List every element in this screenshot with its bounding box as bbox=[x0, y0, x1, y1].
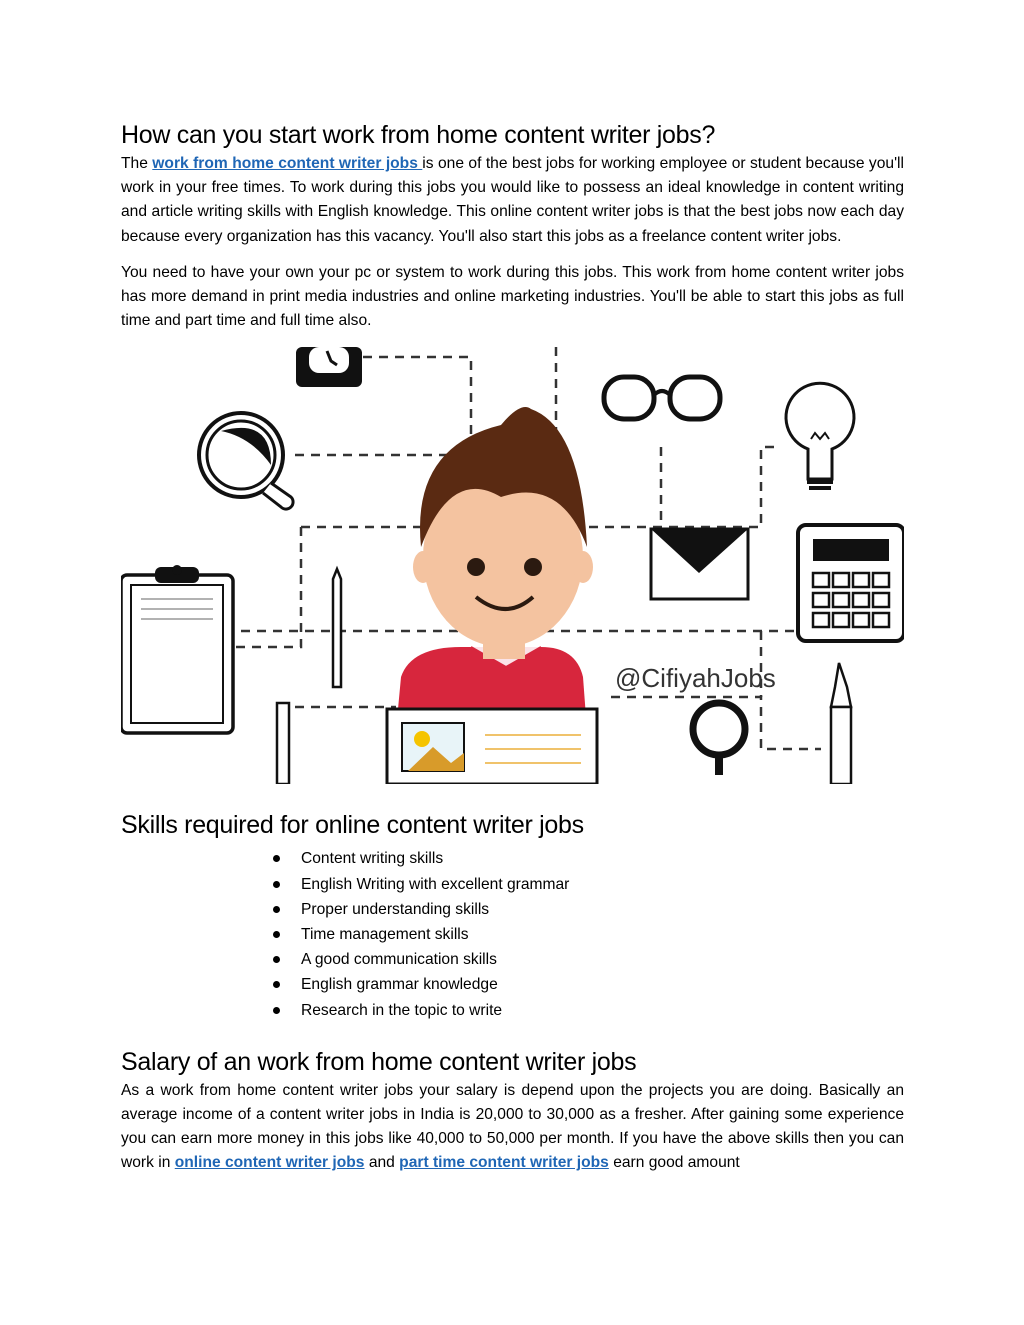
salary-paragraph bbox=[121, 1079, 904, 1176]
picture-frame-icon bbox=[387, 709, 597, 784]
link-part-time-content-writer-jobs[interactable]: part time content writer jobs bbox=[399, 1154, 609, 1172]
skills-list-item: Content writing skills bbox=[273, 846, 904, 871]
skills-list-item: Proper understanding skills bbox=[273, 897, 904, 922]
envelope-icon bbox=[651, 529, 748, 599]
pencil-icon bbox=[333, 569, 341, 687]
lightbulb-icon bbox=[786, 384, 854, 491]
requirements-paragraph: You need to have your own your pc or system to work during this jobs. This work from home content writer jobs has more demand in print media industries and online marketing industries. You'll be able to start this jobs as full time and part time and full time also. bbox=[121, 263, 904, 330]
intro-paragraph bbox=[121, 152, 904, 249]
clock-icon bbox=[296, 347, 362, 387]
salary-text-end: earn good amount bbox=[608, 1154, 740, 1172]
salary-text-start: As a work from home content writer jobs your salary is depend upon the projects you are doing. Basically an average income of a content writer jobs in India is 20,000 to 30,000 as a fresher. After gaining some experience you can earn more money in this jobs like 40,000 to 50,000 per month. If you have the above skills then you can work in bbox=[121, 1081, 904, 1172]
intro-text-rest: is one of the best jobs for working employee or student because you'll work in your free times. To work during this jobs you would like to possess an ideal knowledge in content writing and article writing skills with English knowledge. This online content writer jobs is that the best jobs now each day because every organization has this vacancy. You'll also start this jobs as a freelance content writer jobs. bbox=[121, 155, 904, 245]
section-heading-skills: Skills required for online content writer jobs bbox=[121, 811, 584, 840]
salary-text-and: and bbox=[364, 1154, 400, 1172]
glasses-icon bbox=[604, 377, 720, 419]
illustration-watermark: @CifiyahJobs bbox=[615, 663, 776, 694]
section-heading-start-work: How can you start work from home content writer jobs? bbox=[121, 121, 716, 149]
skills-list-item: English Writing with excellent grammar bbox=[273, 872, 904, 897]
content-column bbox=[121, 118, 904, 1176]
skills-list bbox=[121, 846, 904, 1022]
coffee-cup-icon bbox=[199, 413, 293, 509]
fountain-pen-icon bbox=[831, 663, 851, 784]
link-work-from-home-content-writer-jobs[interactable]: work from home content writer jobs bbox=[152, 155, 423, 172]
clipboard-icon bbox=[121, 565, 233, 733]
calculator-icon bbox=[798, 525, 904, 641]
skills-list-item: Time management skills bbox=[273, 922, 904, 947]
section-heading-salary: Salary of an work from home content writer jobs bbox=[121, 1047, 637, 1076]
skills-list-item: A good communication skills bbox=[273, 947, 904, 972]
skills-list-item: Research in the topic to write bbox=[273, 998, 904, 1023]
link-online-content-writer-jobs[interactable]: online content writer jobs bbox=[174, 1154, 365, 1172]
intro-text-start: The bbox=[121, 155, 153, 172]
content-writer-illustration bbox=[121, 347, 904, 784]
magnifier-icon bbox=[693, 703, 745, 775]
pen-icon bbox=[277, 703, 289, 784]
skills-list-item: English grammar knowledge bbox=[273, 972, 904, 997]
